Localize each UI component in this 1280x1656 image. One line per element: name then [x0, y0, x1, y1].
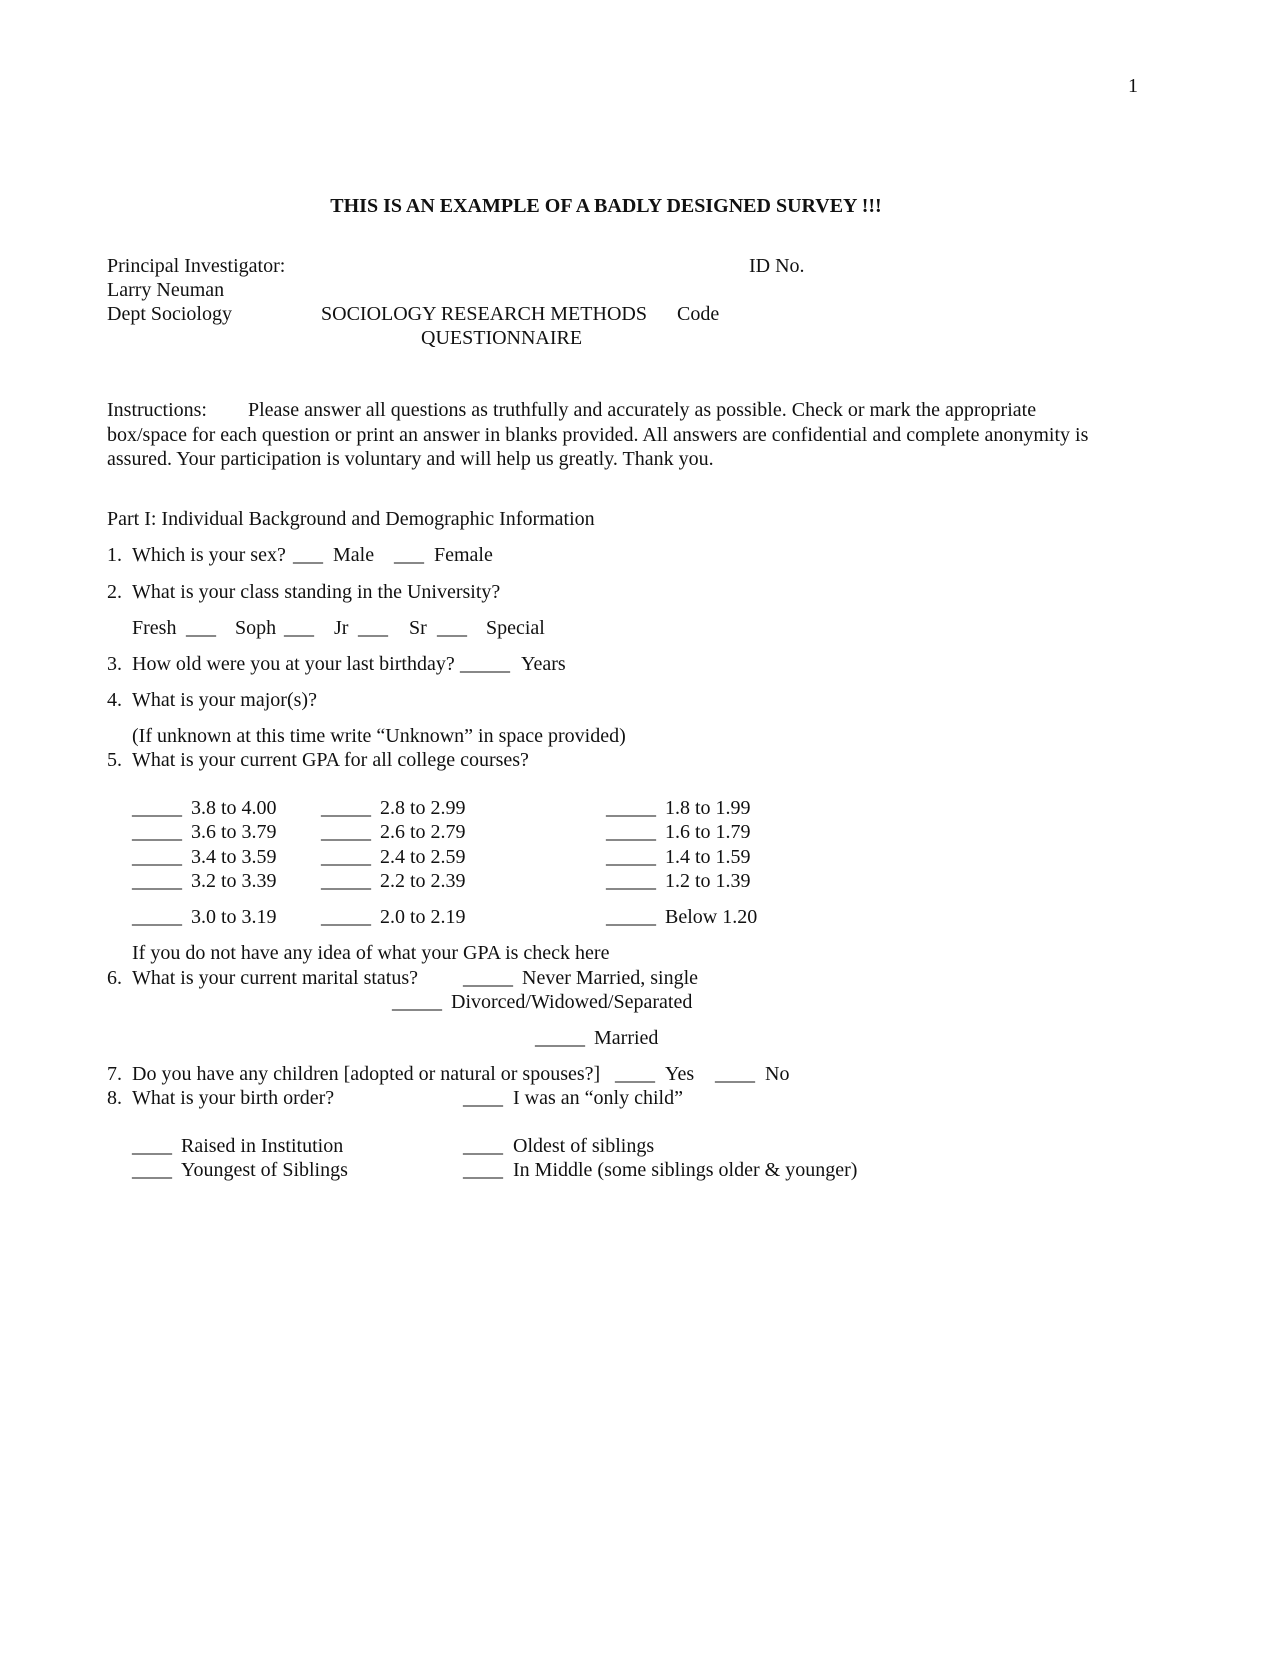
- q8-option: In Middle (some siblings older & younger): [513, 1159, 858, 1181]
- pi-label: Principal Investigator:: [107, 255, 286, 277]
- q6-option: Divorced/Widowed/Separated: [451, 991, 693, 1013]
- q7-no-blank[interactable]: ____: [715, 1063, 755, 1085]
- q4-text: What is your major(s)?: [132, 689, 317, 711]
- gpa-option: 3.8 to 4.00: [191, 797, 277, 819]
- q2-option-blank[interactable]: ___: [284, 617, 314, 639]
- q7-text: Do you have any children [adopted or natural or spouses?]: [132, 1063, 601, 1085]
- gpa-blank[interactable]: _____: [132, 906, 182, 928]
- q1-male-blank[interactable]: ___: [293, 544, 323, 566]
- gpa-blank[interactable]: _____: [321, 906, 371, 928]
- q3-text: How old were you at your last birthday?: [132, 653, 455, 675]
- q6-option: Never Married, single: [522, 967, 699, 989]
- q8-blank[interactable]: ____: [463, 1159, 503, 1181]
- q8-option: Oldest of siblings: [513, 1135, 655, 1157]
- gpa-blank[interactable]: _____: [132, 870, 182, 892]
- q2-option-label: Fresh: [132, 617, 177, 639]
- q2-option-blank[interactable]: ___: [437, 617, 467, 639]
- q6-text: What is your current marital status?: [132, 967, 419, 989]
- q7-yes-label: Yes: [665, 1063, 695, 1085]
- gpa-option: Below 1.20: [665, 906, 758, 928]
- gpa-blank[interactable]: _____: [606, 906, 656, 928]
- q3-unit: Years: [521, 653, 566, 675]
- gpa-option: 3.2 to 3.39: [191, 870, 277, 892]
- gpa-blank[interactable]: _____: [321, 846, 371, 868]
- part1-heading: Part I: Individual Background and Demographic Information: [107, 508, 595, 530]
- id-label: ID No.: [749, 255, 805, 277]
- q5-text: What is your current GPA for all college courses?: [132, 749, 529, 771]
- instructions-line: box/space for each question or print an answer in blanks provided. All answers are confidential and complete anonymity is: [107, 424, 1089, 446]
- gpa-option: 2.4 to 2.59: [380, 846, 466, 868]
- gpa-option: 1.6 to 1.79: [665, 821, 751, 843]
- q2-option-label: Sr: [409, 617, 427, 639]
- gpa-blank[interactable]: _____: [132, 846, 182, 868]
- survey-name: SOCIOLOGY RESEARCH METHODS: [321, 303, 647, 325]
- code-label: Code: [677, 303, 720, 325]
- q4-note: (If unknown at this time write “Unknown” in space provided): [132, 725, 626, 747]
- q8-option: Raised in Institution: [181, 1135, 344, 1157]
- gpa-option: 1.4 to 1.59: [665, 846, 751, 868]
- q2-number: 2.: [107, 581, 122, 603]
- pi-dept: Dept Sociology: [107, 303, 232, 325]
- gpa-blank[interactable]: _____: [321, 870, 371, 892]
- q6-blank[interactable]: _____: [463, 967, 513, 989]
- q1-female-label: Female: [434, 544, 493, 566]
- instructions-label: Instructions:: [107, 399, 207, 421]
- gpa-option: 3.4 to 3.59: [191, 846, 277, 868]
- q5-number: 5.: [107, 749, 122, 771]
- gpa-option: 2.8 to 2.99: [380, 797, 466, 819]
- q7-yes-blank[interactable]: ____: [615, 1063, 655, 1085]
- q1-number: 1.: [107, 544, 122, 566]
- q2-option-blank[interactable]: ___: [186, 617, 216, 639]
- q2-option-blank[interactable]: ___: [358, 617, 388, 639]
- q6-number: 6.: [107, 967, 122, 989]
- q8-option: Youngest of Siblings: [181, 1159, 348, 1181]
- gpa-option: 2.2 to 2.39: [380, 870, 466, 892]
- gpa-blank[interactable]: _____: [132, 797, 182, 819]
- q6-blank[interactable]: _____: [535, 1027, 585, 1049]
- q8-text: What is your birth order?: [132, 1087, 335, 1109]
- gpa-blank[interactable]: _____: [321, 821, 371, 843]
- q1-text: Which is your sex?: [132, 544, 286, 566]
- q8-blank[interactable]: ____: [463, 1135, 503, 1157]
- q3-number: 3.: [107, 653, 122, 675]
- gpa-option: 1.8 to 1.99: [665, 797, 751, 819]
- gpa-blank[interactable]: _____: [606, 797, 656, 819]
- gpa-option: 2.0 to 2.19: [380, 906, 466, 928]
- page-number: 1: [1128, 75, 1138, 97]
- q4-number: 4.: [107, 689, 122, 711]
- q7-number: 7.: [107, 1063, 122, 1085]
- instructions-line: assured. Your participation is voluntary and will help us greatly. Thank you.: [107, 448, 714, 470]
- q6-blank[interactable]: _____: [392, 991, 442, 1013]
- survey-name-line2: QUESTIONNAIRE: [421, 327, 583, 349]
- q7-no-label: No: [765, 1063, 790, 1085]
- q2-option-label: Jr: [334, 617, 349, 639]
- q8-blank[interactable]: ____: [132, 1159, 172, 1181]
- q2-text: What is your class standing in the University?: [132, 581, 501, 603]
- gpa-blank[interactable]: _____: [606, 846, 656, 868]
- gpa-option: 2.6 to 2.79: [380, 821, 466, 843]
- gpa-blank[interactable]: _____: [321, 797, 371, 819]
- q1-female-blank[interactable]: ___: [394, 544, 424, 566]
- q8-option: I was an “only child”: [513, 1087, 683, 1109]
- q1-male-label: Male: [333, 544, 375, 566]
- q6-option: Married: [594, 1027, 659, 1049]
- gpa-blank[interactable]: _____: [606, 821, 656, 843]
- q8-blank[interactable]: ____: [132, 1135, 172, 1157]
- q2-option-label: Special: [486, 617, 545, 639]
- instructions-line: Please answer all questions as truthfully and accurately as possible. Check or mark the appropriate: [248, 399, 1037, 421]
- q8-number: 8.: [107, 1087, 122, 1109]
- page-title: THIS IS AN EXAMPLE OF A BADLY DESIGNED SURVEY !!!: [330, 195, 882, 217]
- pi-name: Larry Neuman: [107, 279, 225, 301]
- gpa-option: 3.6 to 3.79: [191, 821, 277, 843]
- gpa-blank[interactable]: _____: [132, 821, 182, 843]
- gpa-no-idea: If you do not have any idea of what your GPA is check here: [132, 942, 610, 964]
- gpa-option: 3.0 to 3.19: [191, 906, 277, 928]
- gpa-option: 1.2 to 1.39: [665, 870, 751, 892]
- q2-option-label: Soph: [235, 617, 277, 639]
- q8-blank[interactable]: ____: [463, 1087, 503, 1109]
- q3-age-blank[interactable]: _____: [460, 653, 510, 675]
- gpa-blank[interactable]: _____: [606, 870, 656, 892]
